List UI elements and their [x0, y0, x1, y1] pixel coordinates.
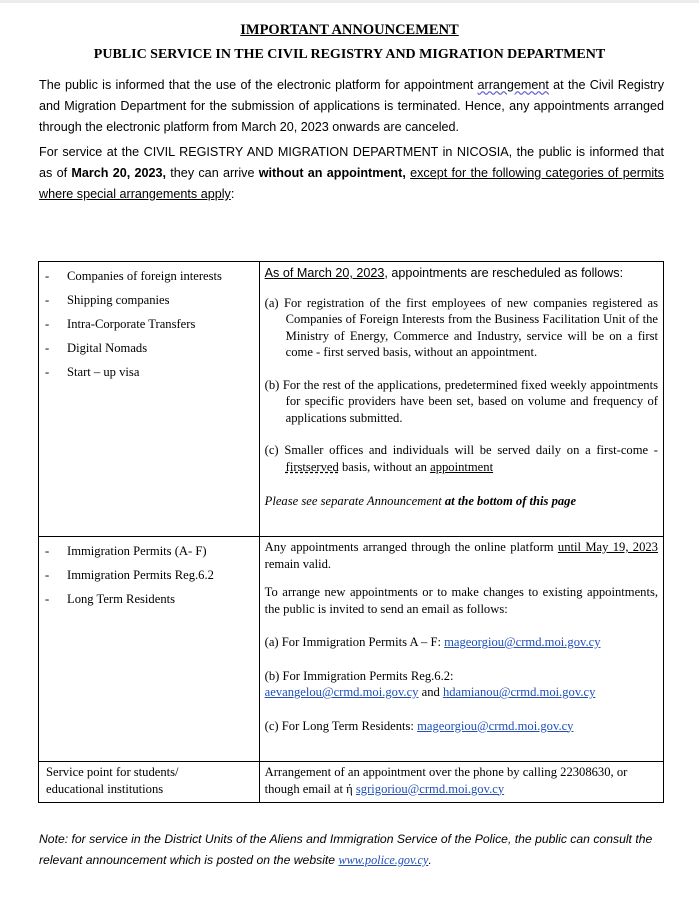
email-link[interactable]: aevangelou@crmd.moi.gov.cy [264, 685, 419, 699]
footer-note: Note: for service in the District Units of the Aliens and Immigration Service of the Police, the public can consult the relevant announcement which is posted on the website www.police.gov.cy. [39, 832, 653, 867]
details-cell: Any appointments arranged through the online platform until May 19, 2023 remain valid. To arrange new appointments or to make changes to existing appointments, the public is invited to send an email as follows: (a) For Immigration Permits A – F: mageorgiou@crmd.moi.gov.cy (b) For Immigration Permits Reg.6.2: aevangelou@crmd.moi.gov.cy and hdamianou@crmd.moi.gov.cy (c) For Long Term Residents: mageorgiou@crmd.moi.gov.cy [259, 537, 663, 762]
rule-item-a: (a) For registration of the first employees of new companies registered as Companies of Foreign Interests from the Business Facilitation Unit of the Ministry of Energy, Commerce and Industry, service will be on a first come - first served basis, without an appointment. [264, 295, 658, 359]
category-list [39, 537, 259, 611]
details-cell: Arrangement of an appointment over the phone by calling 22308630, or though email at ή sgrigoriou@crmd.moi.gov.cy [259, 762, 663, 803]
intro-paragraph-2: For service at the CIVIL REGISTRY AND MIGRATION DEPARTMENT in NICOSIA, the public is informed that as of March 20, 2023, they can arrive without an appointment, except for the following categories of permits where special arrangements apply: [39, 145, 664, 201]
spellcheck-word: arrangement [477, 78, 549, 92]
separate-announcement-note: Please see separate Announcement at the bottom of this page [264, 494, 577, 508]
list-item: - Intra-Corporate Transfers [45, 317, 196, 331]
page-top-border [0, 0, 699, 3]
list-item: - Companies of foreign interests [45, 269, 222, 283]
announcement-subtitle: PUBLIC SERVICE IN THE CIVIL REGISTRY AND MIGRATION DEPARTMENT [93, 47, 606, 62]
category-cell: Service point for students/ educational institutions [39, 762, 260, 803]
police-website-link[interactable]: www.police.gov.cy [338, 853, 429, 867]
announcement-title: IMPORTANT ANNOUNCEMENT [240, 22, 459, 38]
list-item: - Long Term Residents [45, 592, 176, 606]
list-item: - Shipping companies [45, 293, 170, 307]
rule-item-c: (c) Smaller offices and individuals will be served daily on a first-come - firstserved basis, without an appointment [264, 443, 658, 474]
list-item: - Start – up visa [45, 365, 140, 379]
table-row [39, 537, 664, 762]
table-row [39, 762, 664, 803]
list-item: - Digital Nomads [45, 341, 148, 355]
list-item: - Immigration Permits (A- F) [45, 544, 207, 558]
permits-table [38, 261, 664, 803]
email-link[interactable]: sgrigoriou@crmd.moi.gov.cy [355, 781, 505, 796]
intro-paragraph-1: The public is informed that the use of the electronic platform for appointment arrangement at the Civil Registry and Migration Department for the submission of applications is terminated. Hence, any appointments arranged through the electronic platform from March 20, 2023 onwards are canceled. [39, 78, 664, 134]
rule-item-b: (b) For the rest of the applications, predetermined fixed weekly appointments for specific providers have been set, based on volume and frequency of applications submitted. [264, 377, 658, 425]
table-row [39, 262, 664, 537]
email-link[interactable]: mageorgiou@crmd.moi.gov.cy [417, 718, 574, 733]
details-cell: As of March 20, 2023, appointments are rescheduled as follows: (a) For registration of the first employees of new companies registered as Companies of Foreign Interests from the Business Facilitation Unit of the Ministry of Energy, Commerce and Industry, service will be on a first come - first served basis, without an appointment. (b) For the rest of the applications, predetermined fixed weekly appointments for specific providers have been set, based on volume and frequency of applications submitted. (c) Smaller offices and individuals will be served daily on a first-come - firstserved basis, without an appointment Please see separate Announcement at the bottom of this page [259, 262, 663, 537]
list-item: - Immigration Permits Reg.6.2 [45, 568, 214, 582]
category-cell [39, 262, 260, 537]
category-cell [39, 537, 260, 762]
email-link[interactable]: mageorgiou@crmd.moi.gov.cy [444, 635, 601, 649]
category-list [39, 262, 259, 384]
email-link[interactable]: hdamianou@crmd.moi.gov.cy [442, 685, 596, 699]
